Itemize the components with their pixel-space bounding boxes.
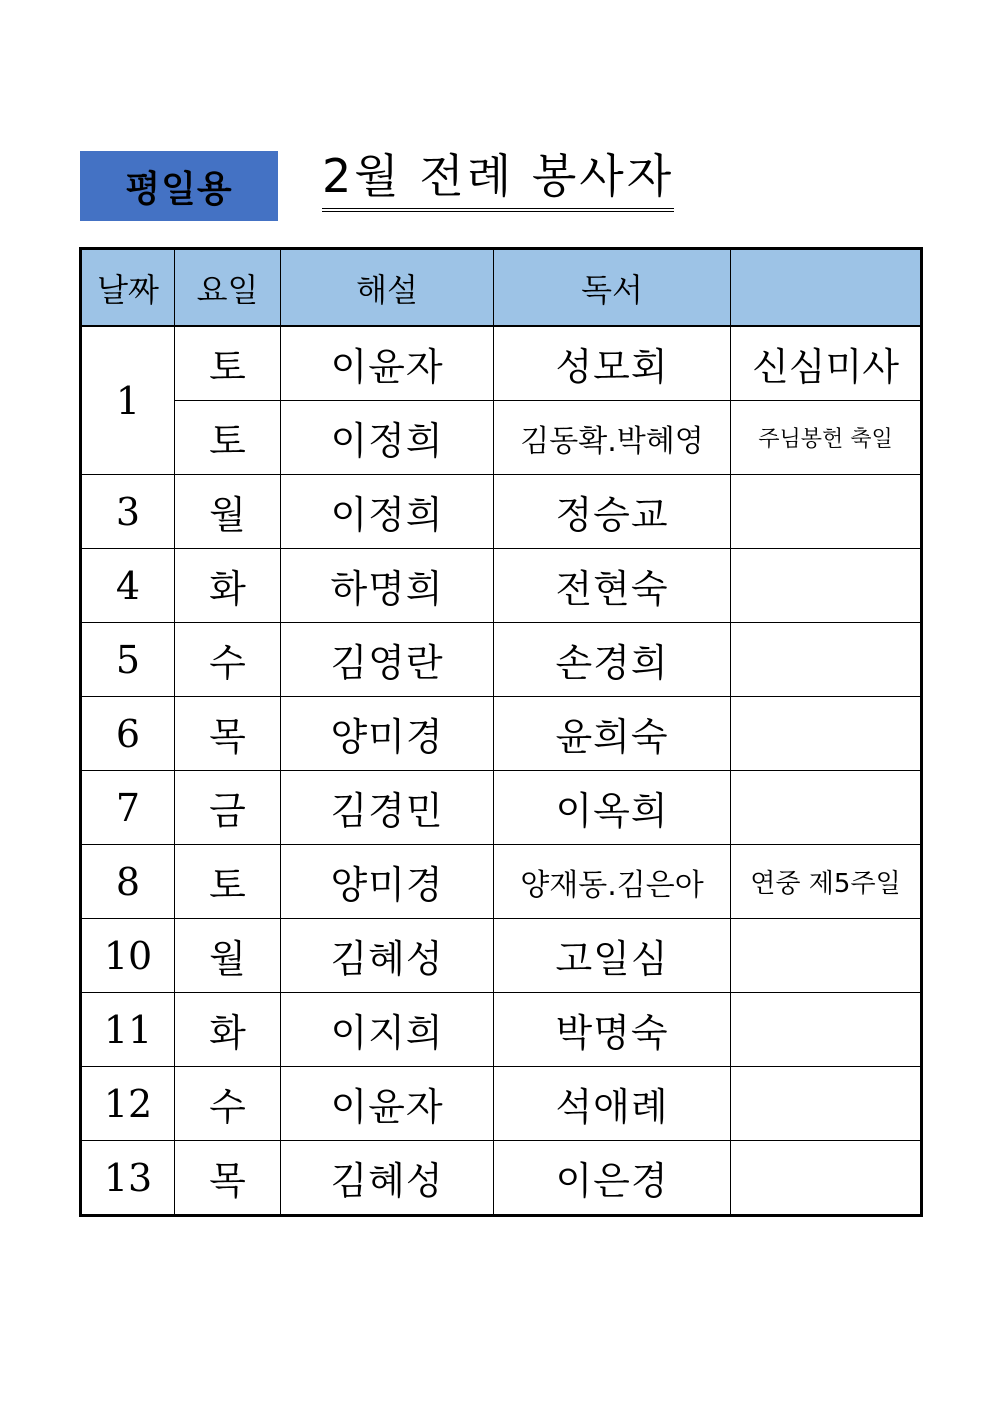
table-row: [81, 623, 922, 697]
commentator-cell: 김영란: [281, 623, 494, 697]
header-reader: 독서: [494, 249, 731, 327]
reader-cell: 박명숙: [494, 993, 731, 1067]
commentator-cell: 김혜성: [281, 1141, 494, 1216]
reader-cell: 정승교: [494, 475, 731, 549]
commentator-cell: 이정희: [281, 401, 494, 475]
day-cell: 화: [175, 993, 281, 1067]
reader-cell: 손경희: [494, 623, 731, 697]
reader-cell: 성모회: [494, 326, 731, 401]
table-row: [81, 697, 922, 771]
day-cell: 토: [175, 326, 281, 401]
day-cell: 목: [175, 1141, 281, 1216]
table-row: [81, 993, 922, 1067]
commentator-cell: 양미경: [281, 697, 494, 771]
commentator-cell: 김경민: [281, 771, 494, 845]
note-cell: [731, 475, 922, 549]
date-cell: 10: [81, 919, 175, 993]
commentator-cell: 이정희: [281, 475, 494, 549]
table-row: [81, 1141, 922, 1216]
day-cell: 토: [175, 401, 281, 475]
day-cell: 월: [175, 475, 281, 549]
date-cell: 5: [81, 623, 175, 697]
reader-cell: 김동확.박혜영: [494, 401, 731, 475]
reader-cell: 양재동.김은아: [494, 845, 731, 919]
header-row: [81, 249, 922, 327]
header-note: [731, 249, 922, 327]
date-cell: 8: [81, 845, 175, 919]
note-cell: 신심미사: [731, 326, 922, 401]
date-cell: 12: [81, 1067, 175, 1141]
page-title: 2월 전례 봉사자: [322, 148, 674, 212]
schedule-table: [79, 247, 923, 1217]
date-cell: 6: [81, 697, 175, 771]
date-cell: 7: [81, 771, 175, 845]
header-date: 날짜: [81, 249, 175, 327]
commentator-cell: 이윤자: [281, 1067, 494, 1141]
note-cell: [731, 771, 922, 845]
date-cell: 3: [81, 475, 175, 549]
note-cell: 주님봉헌 축일: [731, 401, 922, 475]
commentator-cell: 이윤자: [281, 326, 494, 401]
table-row: [81, 475, 922, 549]
commentator-cell: 양미경: [281, 845, 494, 919]
note-cell: [731, 993, 922, 1067]
day-cell: 수: [175, 623, 281, 697]
commentator-cell: 이지희: [281, 993, 494, 1067]
date-cell: 13: [81, 1141, 175, 1216]
day-cell: 화: [175, 549, 281, 623]
day-cell: 목: [175, 697, 281, 771]
reader-cell: 고일심: [494, 919, 731, 993]
reader-cell: 이은경: [494, 1141, 731, 1216]
header-commentator: 해설: [281, 249, 494, 327]
date-cell: 4: [81, 549, 175, 623]
reader-cell: 윤희숙: [494, 697, 731, 771]
commentator-cell: 김혜성: [281, 919, 494, 993]
date-cell: 1: [81, 326, 175, 475]
day-cell: 수: [175, 1067, 281, 1141]
day-cell: 월: [175, 919, 281, 993]
note-cell: [731, 623, 922, 697]
note-cell: [731, 919, 922, 993]
note-cell: [731, 1141, 922, 1216]
note-cell: [731, 697, 922, 771]
reader-cell: 전현숙: [494, 549, 731, 623]
day-cell: 금: [175, 771, 281, 845]
date-cell: 11: [81, 993, 175, 1067]
commentator-cell: 하명희: [281, 549, 494, 623]
table-row: [81, 1067, 922, 1141]
day-cell: 토: [175, 845, 281, 919]
note-cell: [731, 1067, 922, 1141]
table-row: [81, 919, 922, 993]
table-row: [81, 326, 922, 401]
table-row: [81, 771, 922, 845]
note-cell: 연중 제5주일: [731, 845, 922, 919]
weekday-badge: 평일용: [80, 151, 278, 221]
reader-cell: 석애례: [494, 1067, 731, 1141]
header-day: 요일: [175, 249, 281, 327]
table-row: [81, 549, 922, 623]
reader-cell: 이옥희: [494, 771, 731, 845]
note-cell: [731, 549, 922, 623]
table-row: [81, 401, 922, 475]
table-row: [81, 845, 922, 919]
